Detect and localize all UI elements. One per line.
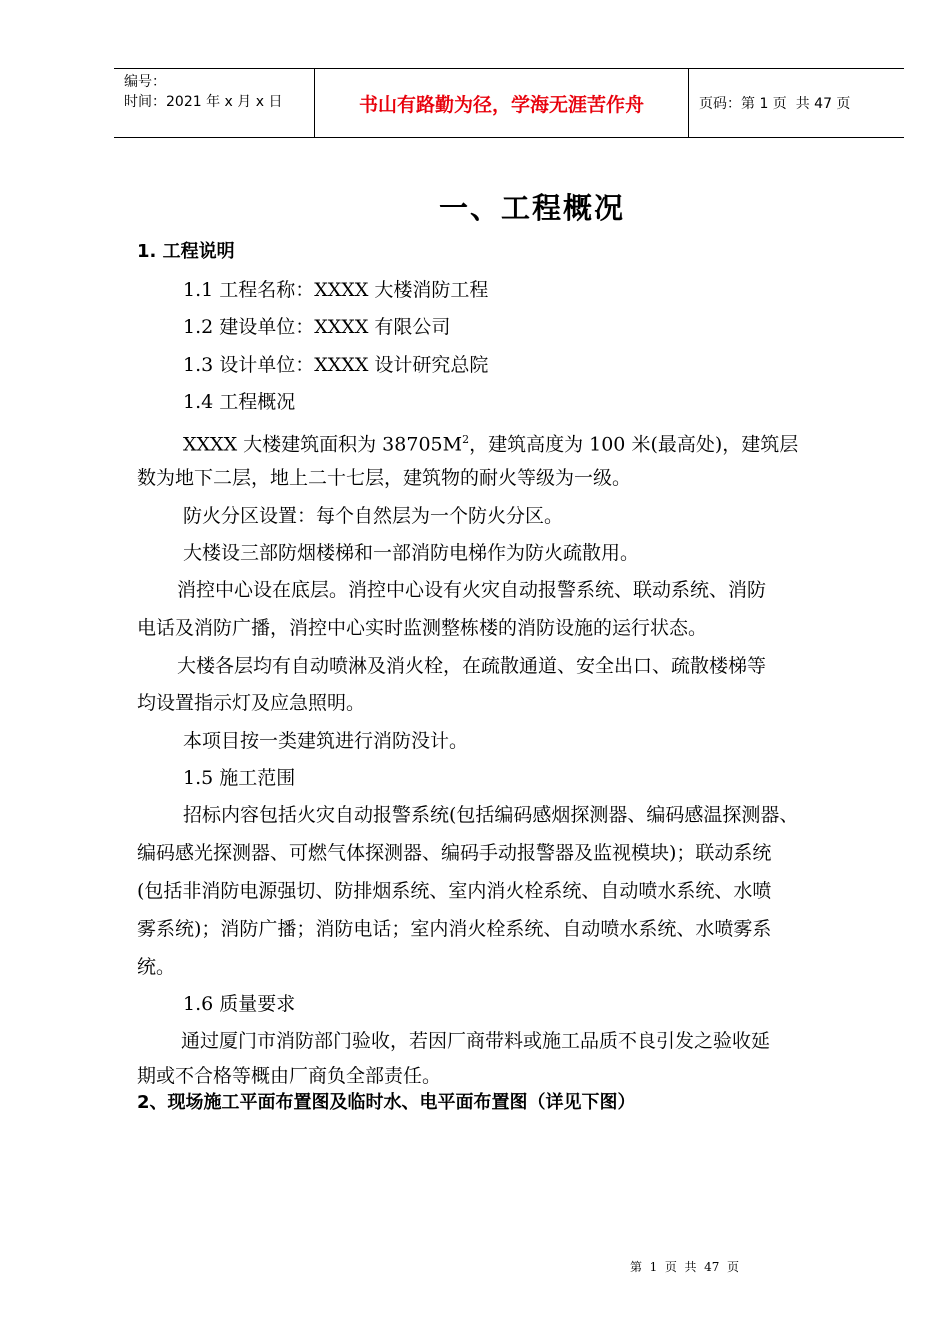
paragraph-stairs: 大楼设三部防烟楼梯和一部消防电梯作为防火疏散用。 — [183, 542, 640, 564]
paragraph-control-line2: 电话及消防广播，消控中心实时监测整栋楼的消防设施的运行状态。 — [137, 617, 708, 639]
paragraph-class: 本项目按一类建筑进行消防没计。 — [183, 730, 469, 752]
paragraph-quality-line2: 期或不合格等概由厂商负全部责任。 — [137, 1065, 442, 1087]
paragraph-scope-line3: (包括非消防电源强切、防排烟系统、室内消火栓系统、自动喷水系统、水喷 — [137, 880, 772, 902]
paragraph-sprinkler-line1: 大楼各层均有自动喷淋及消火栓，在疏散通道、安全出口、疏散楼梯等 — [177, 655, 767, 677]
page-title: 一、工程概况 — [438, 191, 625, 225]
paragraph-scope-line2: 编码感光探测器、可燃气体探测器、编码手动报警器及监视模块)；联动系统 — [137, 842, 772, 864]
page-footer: 第 1 页 共 47 页 — [630, 1260, 740, 1274]
superscript-2: 2 — [462, 433, 470, 446]
paragraph-scope-line5: 统。 — [137, 956, 176, 978]
page-header — [114, 68, 904, 138]
paragraph-scope-line4: 雾系统)；消防广播；消防电话；室内消火栓系统、自动喷水系统、水喷雾系 — [137, 918, 772, 940]
item-1-6: 1.6 质量要求 — [183, 993, 296, 1015]
item-1-5: 1.5 施工范围 — [183, 767, 296, 789]
item-1-1: 1.1 工程名称：XXXX 大楼消防工程 — [183, 279, 489, 301]
paragraph-scope-line1: 招标内容包括火灾自动报警系统(包括编码感烟探测器、编码感温探测器、 — [183, 804, 799, 826]
item-1-2: 1.2 建设单位：XXXX 有限公司 — [183, 316, 451, 338]
header-motto: 书山有路勤为径，学海无涯苦作舟 — [315, 69, 689, 137]
time-label: 时间：2021 年 x 月 x 日 — [124, 94, 283, 110]
overview-area-text: XXXX 大楼建筑面积为 38705M — [183, 433, 463, 456]
paragraph-overview-line1 — [183, 428, 798, 456]
section-heading-1: 1. 工程说明 — [137, 241, 235, 262]
paragraph-control-line1: 消控中心设在底层。消控中心设有火灾自动报警系统、联动系统、消防 — [177, 579, 767, 601]
section-heading-2: 2、现场施工平面布置图及临时水、电平面布置图（详见下图） — [137, 1092, 636, 1113]
paragraph-sprinkler-line2: 均设置指示灯及应急照明。 — [137, 692, 366, 714]
number-label: 编号： — [124, 74, 166, 90]
item-1-4: 1.4 工程概况 — [183, 391, 296, 413]
paragraph-fire-zones: 防火分区设置：每个自然层为一个防火分区。 — [183, 505, 564, 527]
item-1-3: 1.3 设计单位：XXXX 设计研究总院 — [183, 354, 489, 376]
paragraph-overview-line2: 数为地下二层，地上二十七层，建筑物的耐火等级为一级。 — [137, 467, 632, 489]
header-meta — [114, 69, 315, 137]
header-page-label: 页码：第 1 页 共 47 页 — [699, 96, 851, 112]
paragraph-quality-line1: 通过厦门市消防部门验收，若因厂商带料或施工品质不良引发之验收延 — [181, 1030, 771, 1052]
overview-height-text: ，建筑高度为 100 米(最高处)，建筑层 — [469, 433, 799, 456]
